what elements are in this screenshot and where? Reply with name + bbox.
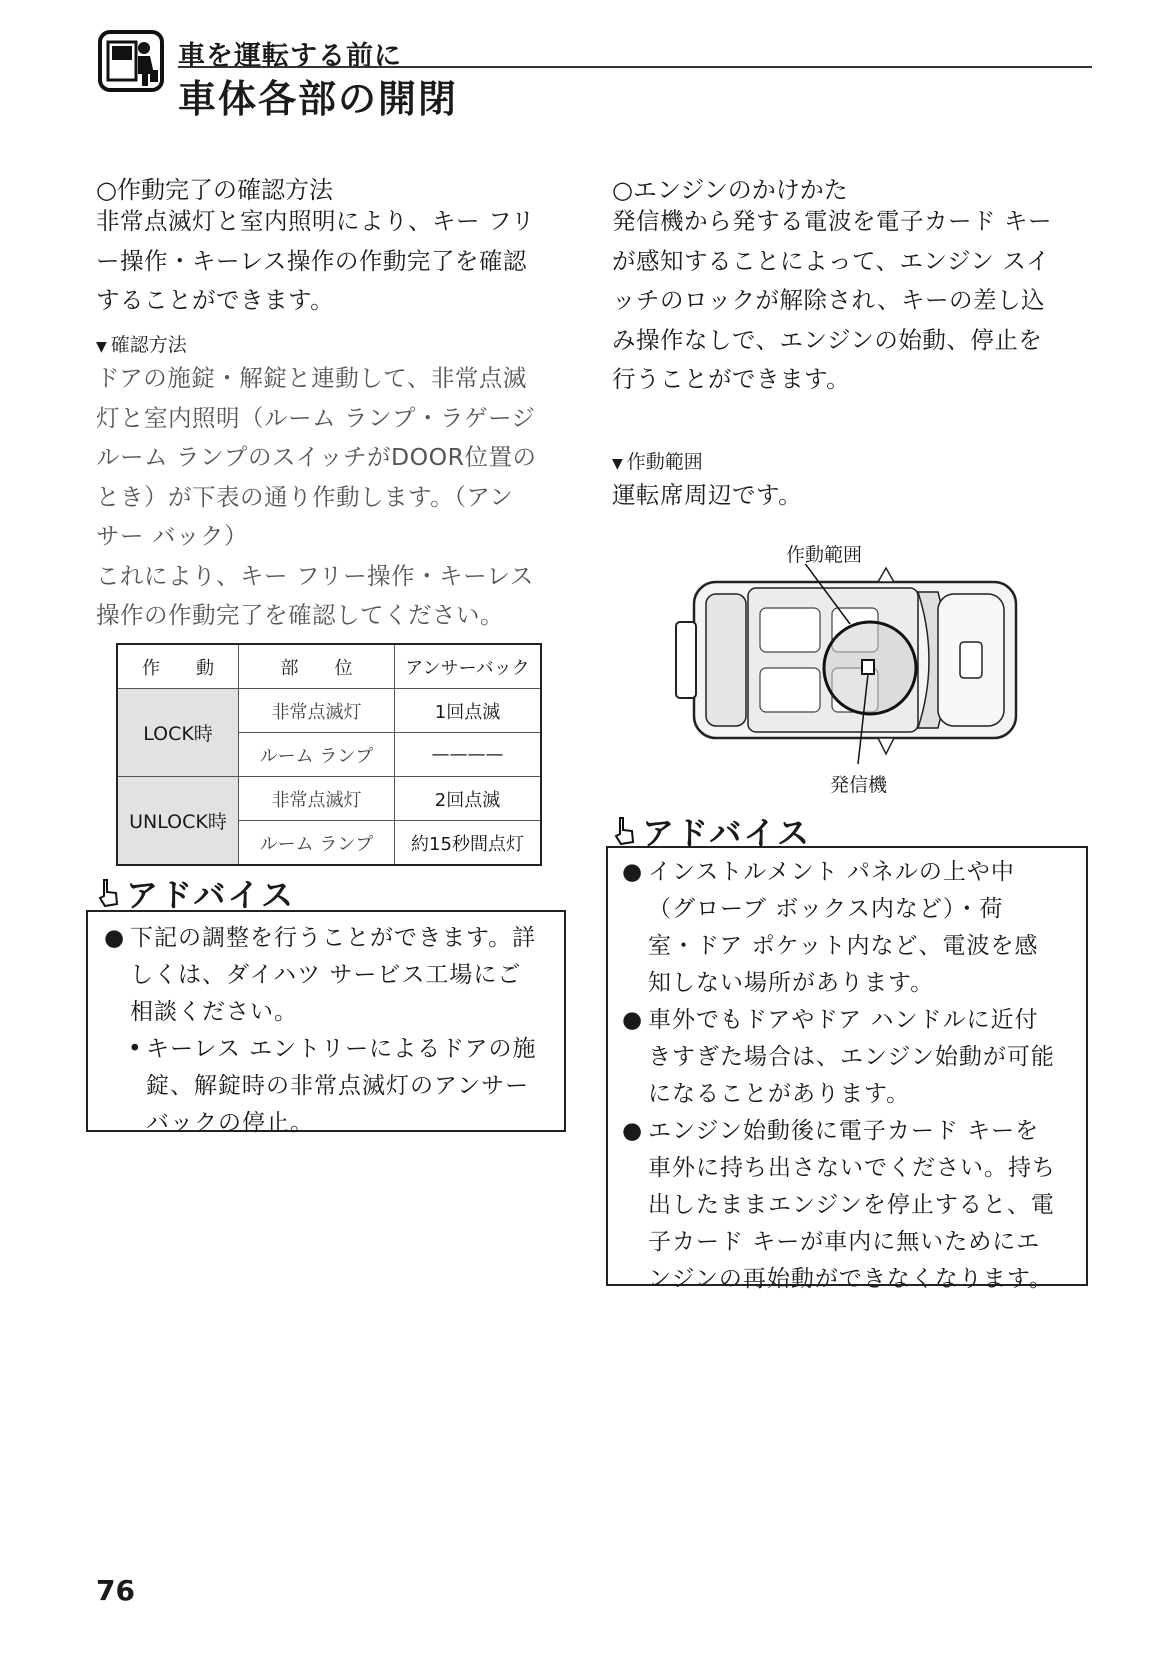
advice-item xyxy=(98,920,554,1031)
sub-heading-method xyxy=(96,330,187,357)
advice-label: アドバイス xyxy=(642,814,812,852)
text-line: バックの停止。 xyxy=(146,1110,314,1136)
text-line: 室・ドア ポケット内など、電波を感 xyxy=(648,933,1039,959)
car-top-view-diagram xyxy=(672,564,1032,764)
text-line: とき）が下表の通り作動します。（アン xyxy=(96,482,514,511)
pointing-hand-icon xyxy=(612,816,636,846)
sub-heading-label: 確認方法 xyxy=(110,334,187,356)
bullet-icon: ● xyxy=(622,1007,644,1033)
text-line: （グローブ ボックス内など）・荷 xyxy=(648,896,1004,922)
table-cell-part: 非常点滅灯 xyxy=(239,689,395,733)
text-line: サー バック） xyxy=(96,522,248,550)
text-line: 発信機から発する電波を電子カード キー xyxy=(612,207,1052,235)
table-header-row xyxy=(117,644,541,689)
advice-box-left xyxy=(86,910,566,1136)
diagram-label-transmitter: 発信機 xyxy=(830,774,888,796)
bullet-icon: ● xyxy=(622,1118,644,1144)
text-line: 車外に持ち出さないでください。持ち xyxy=(648,1155,1056,1181)
text-line: が感知することによって、エンジン スイ xyxy=(612,246,1050,275)
table-header-action: 作 動 xyxy=(117,644,239,689)
text-line: 非常点滅灯と室内照明により、キー フリ xyxy=(96,207,536,235)
table-row xyxy=(117,689,541,733)
text-line: 知しない場所があります。 xyxy=(648,970,935,996)
text-line: することができます。 xyxy=(96,286,335,314)
text-line: 灯と室内照明（ルーム ランプ・ラゲージ xyxy=(96,403,536,432)
left-method-body xyxy=(96,359,536,636)
table-row xyxy=(117,777,541,821)
bullet-icon: ● xyxy=(104,925,126,951)
bullet-icon: ● xyxy=(622,859,644,885)
text-line: 操作の作動完了を確認してください。 xyxy=(96,601,504,629)
table-header-answer: アンサーバック xyxy=(395,644,542,689)
table-cell-part: ルーム ランプ xyxy=(239,733,395,777)
table-cell-answer: ———— xyxy=(395,733,542,777)
advice-item xyxy=(616,1113,1078,1298)
text-line: み操作なしで、エンジンの始動、停止を xyxy=(612,325,1043,354)
section-heading-confirmation: ○作動完了の確認方法 xyxy=(96,176,333,204)
table-cell-part: ルーム ランプ xyxy=(239,821,395,866)
table-cell-action: LOCK時 xyxy=(117,689,239,777)
text-line: 相談ください。 xyxy=(130,999,298,1025)
text-line: 車外でもドアやドア ハンドルに近付 xyxy=(648,1007,1039,1033)
table-cell-answer: 1回点滅 xyxy=(395,689,542,733)
triangle-down-icon: ▼ xyxy=(96,339,107,355)
page-number: 76 xyxy=(96,1574,135,1607)
dot-icon: • xyxy=(128,1036,143,1062)
text-line: になることがあります。 xyxy=(648,1081,911,1107)
text-line: 出したままエンジンを停止すると、電 xyxy=(648,1192,1055,1218)
text-line: ドアの施錠・解錠と連動して、非常点滅 xyxy=(96,364,527,392)
header-subtitle: 車を運転する前に xyxy=(178,41,402,72)
page-title: 車体各部の開閉 xyxy=(178,77,459,121)
pointing-hand-icon xyxy=(96,878,120,908)
text-line: これにより、キー フリー操作・キーレス xyxy=(96,561,534,590)
sub-heading-range xyxy=(612,447,703,474)
answer-back-table xyxy=(116,643,542,866)
text-line: キーレス エントリーによるドアの施 xyxy=(146,1036,537,1062)
range-text: 運転席周辺です。 xyxy=(612,481,803,509)
text-line: 行うことができます。 xyxy=(612,365,851,393)
text-line: 子カード キーが車内に無いためにエ xyxy=(648,1229,1041,1255)
section-heading-engine: ○エンジンのかけかた xyxy=(612,176,848,204)
sub-heading-label: 作動範囲 xyxy=(626,451,703,473)
triangle-down-icon: ▼ xyxy=(612,456,623,472)
advice-subitem xyxy=(98,1031,554,1142)
table-cell-answer: 2回点滅 xyxy=(395,777,542,821)
advice-box-right xyxy=(606,846,1088,1292)
advice-label: アドバイス xyxy=(126,876,296,914)
right-intro xyxy=(612,202,1052,400)
advice-item xyxy=(616,854,1078,1002)
text-line: 下記の調整を行うことができます。詳 xyxy=(130,925,537,951)
text-line: ッチのロックが解除され、キーの差し込 xyxy=(612,286,1045,314)
text-line: ー操作・キーレス操作の作動完了を確認 xyxy=(96,246,527,275)
table-cell-part: 非常点滅灯 xyxy=(239,777,395,821)
text-line: きすぎた場合は、エンジン始動が可能 xyxy=(648,1044,1055,1070)
table-cell-action: UNLOCK時 xyxy=(117,777,239,866)
advice-item xyxy=(616,1002,1078,1113)
driver-door-icon xyxy=(98,30,164,92)
left-intro xyxy=(96,202,535,321)
text-line: エンジン始動後に電子カード キーを xyxy=(648,1118,1040,1144)
text-line: インストルメント パネルの上や中 xyxy=(648,859,1015,885)
text-line: ルーム ランプのスイッチがDOOR位置の xyxy=(96,443,537,471)
table-header-part: 部 位 xyxy=(239,644,395,689)
text-line: ンジンの再始動ができなくなります。 xyxy=(648,1266,1054,1292)
table-cell-answer: 約15秒間点灯 xyxy=(395,821,542,866)
text-line: 錠、解錠時の非常点滅灯のアンサー xyxy=(146,1073,530,1099)
diagram-label-range: 作動範囲 xyxy=(786,544,863,566)
text-line: しくは、ダイハツ サービス工場にご xyxy=(130,962,522,988)
